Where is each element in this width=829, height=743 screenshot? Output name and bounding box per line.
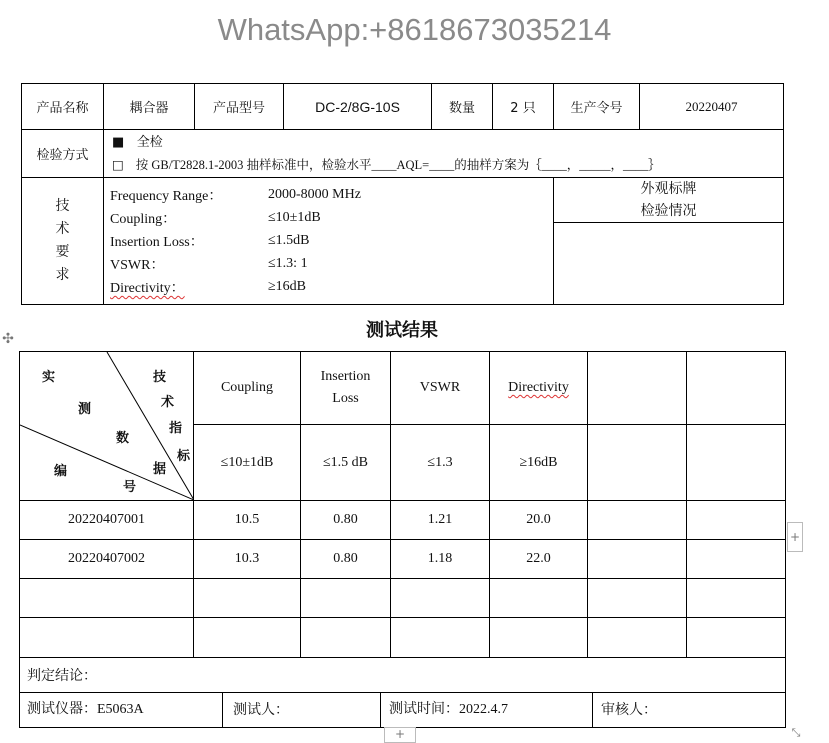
table-row	[20, 501, 786, 540]
diag-char: 技	[153, 370, 167, 385]
table-move-handle-icon[interactable]: ✣	[0, 333, 16, 347]
table-row	[20, 579, 786, 618]
qty-label: 数量	[432, 84, 493, 130]
results-title: 测试结果	[366, 320, 438, 341]
diag-char: 指	[169, 421, 183, 436]
coupling-value: 10.5	[194, 501, 301, 540]
test-time: 测试时间：2022.4.7	[381, 693, 593, 727]
table-row	[20, 618, 786, 658]
col-vswr: VSWR	[391, 352, 490, 425]
table-row	[20, 540, 786, 579]
col-empty	[588, 425, 687, 501]
watermark: WhatsApp:+8618673035214	[217, 12, 612, 47]
diag-char: 据	[153, 462, 167, 477]
spec-vswr: VSWR： ≤1.3: 1	[110, 256, 308, 273]
col-insertion-loss: Insertion Loss	[301, 352, 391, 425]
spec-directivity: Directivity： ≥16dB	[110, 279, 307, 296]
product-name-label: 产品名称	[22, 84, 104, 130]
tech-requirements-label: 技 术 要 求	[22, 178, 104, 305]
add-row-button[interactable]: +	[384, 727, 416, 743]
spec-vswr-value: ≤1.3	[391, 425, 490, 501]
diag-char: 号	[123, 480, 137, 495]
appearance-label: 外观标牌 检验情况	[554, 178, 784, 223]
instrument: 测试仪器：E5063A	[20, 693, 223, 727]
diag-char: 测	[78, 402, 92, 417]
test-results-table	[19, 351, 786, 728]
diagonal-header-cell	[20, 352, 194, 501]
spec-coupling: Coupling： ≤10±1dB	[110, 210, 321, 227]
vswr-value: 1.18	[391, 540, 490, 579]
sampling-label: 按 GB/T2828.1-2003 抽样标准中，检验水平____AQL=____的抽样方案为｛____，_____，____｝	[135, 157, 661, 172]
spec-frequency: Frequency Range： 2000-8000 MHz	[110, 187, 361, 204]
inspection-options	[104, 130, 784, 178]
add-column-button[interactable]: +	[787, 522, 803, 552]
spec-directivity-value: ≥16dB	[490, 425, 588, 501]
resize-handle-icon[interactable]: ⤡	[789, 727, 803, 741]
model-label: 产品型号	[195, 84, 284, 130]
col-empty	[687, 425, 786, 501]
sampling-checkbox: □	[112, 156, 124, 172]
col-directivity: Directivity	[490, 352, 588, 425]
col-empty	[588, 352, 687, 425]
tech-spec-list	[104, 178, 554, 305]
diag-char: 数	[116, 431, 130, 446]
order-value: 20220407	[640, 84, 784, 130]
diag-char: 术	[161, 395, 175, 410]
vswr-value: 1.21	[391, 501, 490, 540]
tester: 测试人：	[223, 693, 381, 727]
reviewer: 审核人：	[601, 702, 657, 718]
product-name-value: 耦合器	[104, 84, 195, 130]
spec-insertion-value: ≤1.5 dB	[301, 425, 391, 501]
col-coupling: Coupling	[194, 352, 301, 425]
coupling-value: 10.3	[194, 540, 301, 579]
directivity-value: 22.0	[490, 540, 588, 579]
diag-char: 标	[177, 449, 191, 464]
diag-char: 实	[42, 370, 56, 385]
order-label: 生产令号	[554, 84, 640, 130]
full-inspection-label: 全检	[136, 134, 163, 150]
conclusion: 判定结论：	[20, 658, 786, 693]
inspection-label: 检验方式	[22, 130, 104, 178]
serial-number: 20220407001	[20, 501, 194, 540]
directivity-value: 20.0	[490, 501, 588, 540]
serial-number: 20220407002	[20, 540, 194, 579]
full-inspection-checkbox: ■	[112, 134, 125, 150]
insertion-value: 0.80	[301, 540, 391, 579]
product-info-table	[21, 83, 784, 305]
col-empty	[687, 352, 786, 425]
insertion-value: 0.80	[301, 501, 391, 540]
appearance-result	[554, 223, 784, 305]
footer-row	[20, 693, 786, 728]
diag-char: 编	[54, 464, 68, 479]
spec-coupling-value: ≤10±1dB	[194, 425, 301, 501]
qty-value: 2 只	[493, 84, 554, 130]
model-value: DC-2/8G-10S	[284, 84, 432, 130]
spec-insertion-loss: Insertion Loss： ≤1.5dB	[110, 233, 310, 250]
